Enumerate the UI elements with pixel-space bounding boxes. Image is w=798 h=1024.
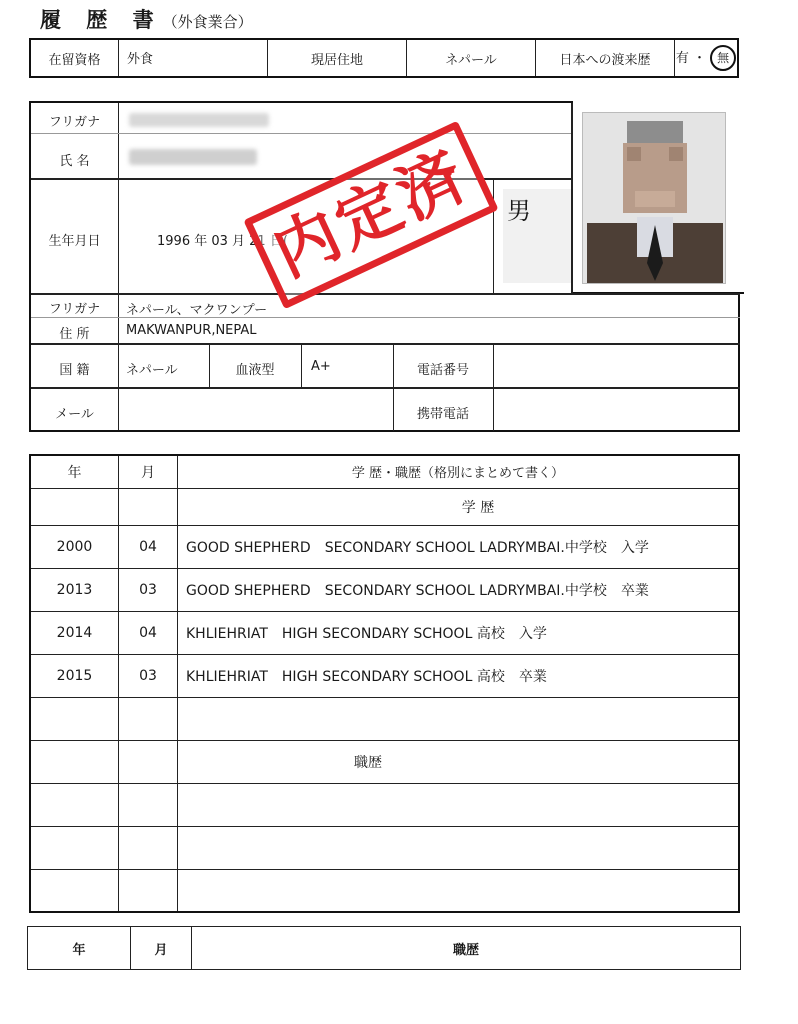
phone-label: 電話番号 — [416, 363, 469, 378]
bottom-year-header: 年 — [28, 927, 131, 970]
photo-placeholder-icon — [583, 113, 726, 284]
row-description: GOOD SHEPHERD SECONDARY SCHOOL LADRYMBAI.中学校 入学 — [178, 525, 740, 568]
blood-type-label: 血液型 — [235, 363, 275, 378]
gender-value: 男 — [503, 189, 571, 283]
approval-stamp: 内定済 — [243, 121, 498, 310]
table-row — [30, 826, 739, 869]
bottom-month-header: 月 — [131, 927, 192, 970]
status-value: 外食 — [119, 39, 268, 77]
name-redacted — [129, 149, 257, 165]
table-row — [30, 568, 739, 611]
row-month: 04 — [119, 525, 178, 568]
address-furigana-label: フリガナ — [48, 302, 101, 317]
title-subtitle: （外食業合） — [162, 13, 253, 31]
japan-history-choice — [675, 39, 739, 77]
history-table — [29, 454, 740, 913]
table-row — [30, 654, 739, 697]
row-year: 2000 — [30, 525, 119, 568]
name-label: 氏 名 — [59, 154, 90, 169]
address-furigana-value: ネパール、マクワンプー — [126, 303, 268, 318]
row-description: GOOD SHEPHERD SECONDARY SCHOOL LADRYMBAI.中学校 卒業 — [178, 568, 740, 611]
birthdate-value: 1996 年 03 月 21 日( — [157, 234, 288, 249]
address-label: 住 所 — [59, 327, 90, 342]
table-row — [30, 740, 739, 783]
row-description: KHLIEHRIAT HIGH SECONDARY SCHOOL 高校 卒業 — [178, 654, 740, 697]
mobile-label: 携帯電話 — [416, 407, 469, 422]
choice-no-circled: 無 — [710, 45, 736, 71]
furigana-label: フリガナ — [48, 115, 101, 130]
table-row — [30, 525, 739, 568]
row-year: 2013 — [30, 568, 119, 611]
address-value: MAKWANPUR,NEPAL — [126, 323, 257, 338]
blood-type-value: A+ — [311, 359, 331, 374]
table-row — [30, 783, 739, 826]
choice-dot: ・ — [693, 51, 707, 66]
title-text: 履 歴 書 — [40, 8, 163, 32]
row-year: 2014 — [30, 611, 119, 654]
row-description: KHLIEHRIAT HIGH SECONDARY SCHOOL 高校 入学 — [178, 611, 740, 654]
japan-history-label: 日本への渡来歴 — [536, 39, 675, 77]
row-month: 04 — [119, 611, 178, 654]
nationality-value: ネパール — [126, 363, 178, 378]
row-month: 03 — [119, 654, 178, 697]
table-row — [30, 611, 739, 654]
education-section-title: 学 歴 — [178, 488, 740, 525]
applicant-photo — [582, 112, 726, 284]
email-label: メール — [55, 407, 94, 422]
choice-yes: 有 — [675, 51, 689, 66]
status-label: 在留資格 — [30, 39, 119, 77]
row-month: 03 — [119, 568, 178, 611]
work-history-header-table — [27, 926, 741, 970]
current-address-value: ネパール — [407, 39, 536, 77]
bottom-desc-header: 職歴 — [192, 927, 741, 970]
current-address-label: 現居住地 — [268, 39, 407, 77]
work-section-title: 職歴 — [178, 740, 740, 783]
document-title — [40, 4, 253, 34]
month-header: 月 — [119, 455, 178, 488]
birthdate-label: 生年月日 — [48, 234, 101, 249]
table-row — [30, 697, 739, 740]
row-year: 2015 — [30, 654, 119, 697]
year-header: 年 — [30, 455, 119, 488]
status-table — [29, 38, 739, 78]
table-row — [30, 869, 739, 912]
nationality-label: 国 籍 — [59, 363, 90, 378]
history-desc-header: 学 歴・職歴（格別にまとめて書く） — [178, 455, 740, 488]
furigana-redacted — [129, 113, 269, 127]
